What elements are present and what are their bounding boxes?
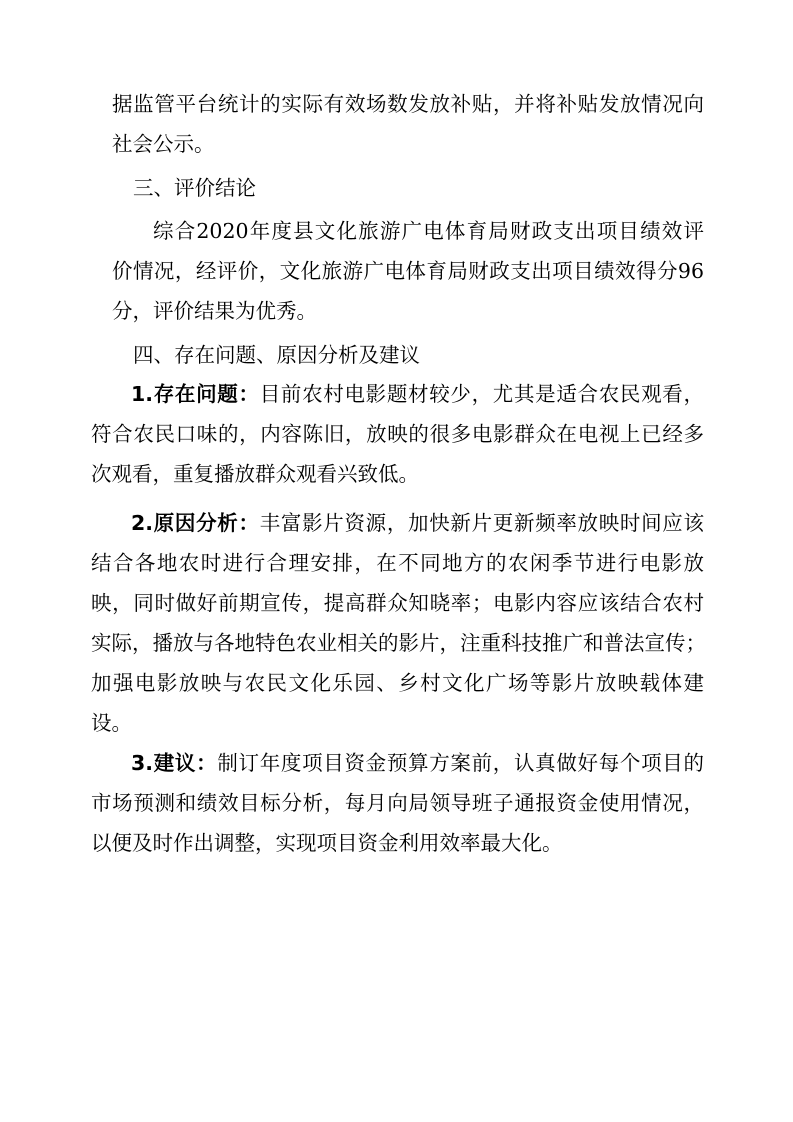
item-1-first-line [131, 374, 704, 414]
paragraph-line: 据监管平台统计的实际有效场数发放补贴，并将补贴发放情况向 [112, 92, 704, 116]
paragraph-line: 次观看，重复播放群众观看兴致低。 [91, 462, 419, 486]
paragraph-line: 映，同时做好前期宣传，提高群众知晓率；电影内容应该结合农村 [91, 591, 704, 615]
item-3-label: 3.建议： [131, 751, 218, 775]
item-1-label: 1.存在问题： [131, 382, 260, 406]
paragraph-line: 分，评价结果为优秀。 [112, 299, 317, 323]
item-1-text: 目前农村电影题材较少，尤其是适合农民观看， [259, 382, 704, 406]
item-3-first-line [131, 743, 704, 783]
item-2-label: 2.原因分析： [131, 511, 260, 535]
paragraph-line: 社会公示。 [112, 132, 215, 156]
paragraph-line: 以便及时作出调整，实现项目资金利用效率最大化。 [91, 831, 563, 855]
item-3-text: 制订年度项目资金预算方案前，认真做好每个项目的 [217, 751, 704, 775]
paragraph-line: 加强电影放映与农民文化乐园、乡村文化广场等影片放映载体建 [91, 671, 704, 695]
paragraph-line: 实际，播放与各地特色农业相关的影片，注重科技推广和普法宣传； [91, 631, 706, 655]
paragraph-line: 价情况，经评价，文化旅游广电体育局财政支出项目绩效得分96 [112, 259, 704, 283]
paragraph-line: 结合各地农时进行合理安排，在不同地方的农闲季节进行电影放 [91, 551, 704, 575]
section-heading-4: 四、存在问题、原因分析及建议 [133, 343, 420, 367]
paragraph-line: 设。 [91, 711, 132, 735]
item-2-first-line [131, 503, 704, 543]
section-heading-3: 三、评价结论 [133, 176, 256, 200]
paragraph-line: 符合农民口味的，内容陈旧，放映的很多电影群众在电视上已经多 [91, 422, 704, 446]
paragraph-line: 综合2020年度县文化旅游广电体育局财政支出项目绩效评 [153, 219, 704, 243]
item-2-text: 丰富影片资源，加快新片更新频率放映时间应该 [259, 511, 704, 535]
paragraph-line: 市场预测和绩效目标分析，每月向局领导班子通报资金使用情况， [91, 791, 704, 815]
